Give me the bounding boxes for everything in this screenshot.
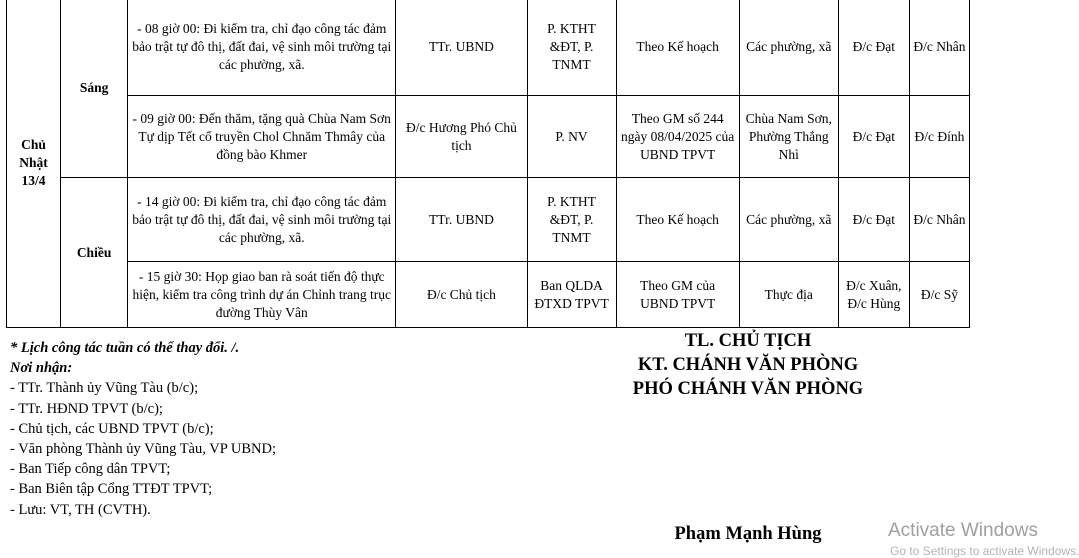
driver-cell: Đ/c Đạt	[838, 0, 909, 96]
lead-cell: TTr. UBND	[396, 178, 527, 262]
table-row	[7, 262, 970, 328]
activity-content: - 08 giờ 00: Đi kiểm tra, chỉ đạo công tác đảm bảo trật tự đô thị, đất đai, vệ sinh môi trường tại các phường, xã.	[128, 0, 396, 96]
footer-notes	[10, 338, 276, 520]
prep-cell: P. NV	[527, 96, 616, 178]
basis-cell: Theo Kế hoạch	[616, 0, 739, 96]
recipient-item: - Ban Tiếp công dân TPVT;	[10, 461, 171, 478]
recipient-item: - TTr. Thành ủy Vũng Tàu (b/c);	[10, 380, 199, 397]
table-row	[7, 96, 970, 178]
activity-content: - 15 giờ 30: Họp giao ban rà soát tiến độ thực hiện, kiểm tra công trình dự án Chỉnh trang trục đường Thùy Vân	[128, 262, 396, 328]
driver-cell: Đ/c Đạt	[838, 178, 909, 262]
place-cell: Các phường, xã	[739, 0, 838, 96]
activity-content: - 14 giờ 00: Đi kiểm tra, chỉ đạo công tác đảm bảo trật tự đô thị, đất đai, vệ sinh môi trường tại các phường, xã.	[128, 178, 396, 262]
car-cell: Đ/c Sỹ	[909, 262, 969, 328]
car-cell: Đ/c Nhân	[909, 178, 969, 262]
activation-watermark: Activate Windows	[888, 520, 1038, 541]
prep-cell: Ban QLDA ĐTXD TPVT	[527, 262, 616, 328]
recipient-item: - Chủ tịch, các UBND TPVT (b/c);	[10, 420, 214, 437]
recipient-item: - TTr. HĐND TPVT (b/c);	[10, 400, 163, 417]
prep-cell: P. KTHT &ĐT, P. TNMT	[527, 178, 616, 262]
signature-line: PHÓ CHÁNH VĂN PHÒNG	[632, 379, 864, 399]
lead-cell: Đ/c Hương Phó Chủ tịch	[396, 96, 527, 178]
signature-line: KT. CHÁNH VĂN PHÒNG	[637, 355, 859, 375]
signer-name: Phạm Mạnh Hùng	[674, 524, 822, 544]
day-cell: Chủ Nhật 13/4	[7, 0, 61, 328]
session-morning: Sáng	[61, 0, 128, 178]
driver-cell: Đ/c Xuân, Đ/c Hùng	[838, 262, 909, 328]
place-cell: Thực địa	[739, 262, 838, 328]
basis-cell: Theo Kế hoạch	[616, 178, 739, 262]
basis-cell: Theo GM số 244 ngày 08/04/2025 của UBND TPVT	[616, 96, 739, 178]
recipients-title: Nơi nhận:	[10, 360, 73, 377]
recipient-item: - Lưu: VT, TH (CVTH).	[10, 501, 151, 518]
lead-cell: Đ/c Chủ tịch	[396, 262, 527, 328]
activation-watermark-subtitle: Go to Settings to activate Windows.	[890, 544, 1079, 558]
recipient-item: - Văn phòng Thành ủy Vũng Tàu, VP UBND;	[10, 441, 276, 458]
car-cell: Đ/c Đính	[909, 96, 969, 178]
car-cell: Đ/c Nhân	[909, 0, 969, 96]
signature-line: TL. CHỦ TỊCH	[684, 331, 812, 351]
place-cell: Chùa Nam Sơn, Phường Thắng Nhì	[739, 96, 838, 178]
session-afternoon: Chiều	[61, 178, 128, 328]
table-row	[7, 0, 970, 96]
recipient-item: - Ban Biên tập Cổng TTĐT TPVT;	[10, 481, 213, 498]
lead-cell: TTr. UBND	[396, 0, 527, 96]
place-cell: Các phường, xã	[739, 178, 838, 262]
schedule-change-note: * Lịch công tác tuần có thể thay đổi. /.	[10, 340, 240, 356]
activity-content: - 09 giờ 00: Đến thăm, tặng quà Chùa Nam Sơn Tự dịp Tết cổ truyền Chol Chnăm Thmây của đồng bào Khmer	[128, 96, 396, 178]
prep-cell: P. KTHT &ĐT, P. TNMT	[527, 0, 616, 96]
signature-block	[600, 329, 896, 401]
driver-cell: Đ/c Đạt	[838, 96, 909, 178]
schedule-table	[6, 0, 970, 328]
table-row	[7, 178, 970, 262]
basis-cell: Theo GM của UBND TPVT	[616, 262, 739, 328]
